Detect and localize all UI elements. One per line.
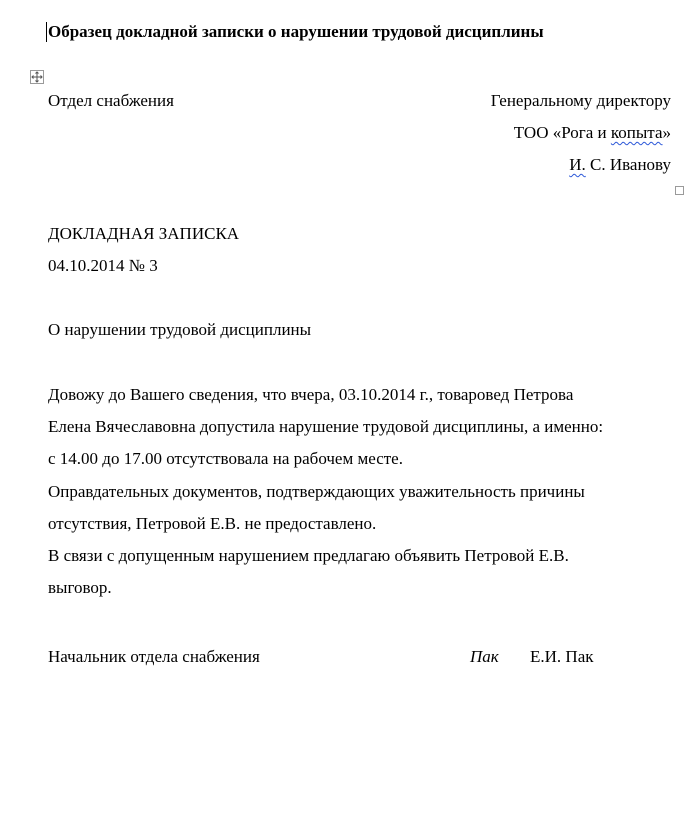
signatory-position: Начальник отдела снабжения: [48, 647, 260, 666]
document-subject: О нарушении трудовой дисциплины: [48, 320, 312, 339]
department-label: Отдел снабжения: [48, 91, 174, 110]
body-line: Елена Вячеславовна допустила нарушение трудовой дисциплины, а именно:: [48, 417, 604, 436]
signature: Пак: [470, 647, 499, 666]
addressee-company-suffix: »: [662, 123, 671, 142]
spellcheck-initial: И.: [569, 155, 586, 174]
body-line: отсутствия, Петровой Е.В. не предоставлено.: [48, 514, 377, 533]
body-line: с 14.00 до 17.00 отсутствовала на рабочем месте.: [48, 449, 403, 468]
text-cursor: [46, 22, 47, 42]
document-type: ДОКЛАДНАЯ ЗАПИСКА: [48, 224, 240, 243]
addressee-line-3: [569, 156, 671, 173]
addressee-name: С. Иванову: [585, 155, 671, 174]
addressee-company-prefix: ТОО «Рога и: [513, 123, 611, 142]
document-title: Образец докладной записки о нарушении трудовой дисциплины: [48, 22, 544, 41]
addressee-line-1: Генеральному директору: [490, 91, 671, 110]
table-resize-handle-icon[interactable]: [675, 186, 684, 195]
spellcheck-word: копыта: [610, 123, 663, 142]
body-line: Оправдательных документов, подтверждающих уважительность причины: [48, 482, 585, 501]
body-line: В связи с допущенным нарушением предлагаю объявить Петровой Е.В.: [48, 546, 569, 565]
table-move-handle-icon[interactable]: [30, 70, 44, 84]
document-date-number: 04.10.2014 № 3: [48, 256, 158, 275]
body-line: выговор.: [48, 578, 112, 597]
addressee-line-2: [514, 124, 671, 141]
signatory-name: Е.И. Пак: [530, 647, 594, 666]
body-line: Довожу до Вашего сведения, что вчера, 03.10.2014 г., товаровед Петрова: [48, 385, 574, 404]
